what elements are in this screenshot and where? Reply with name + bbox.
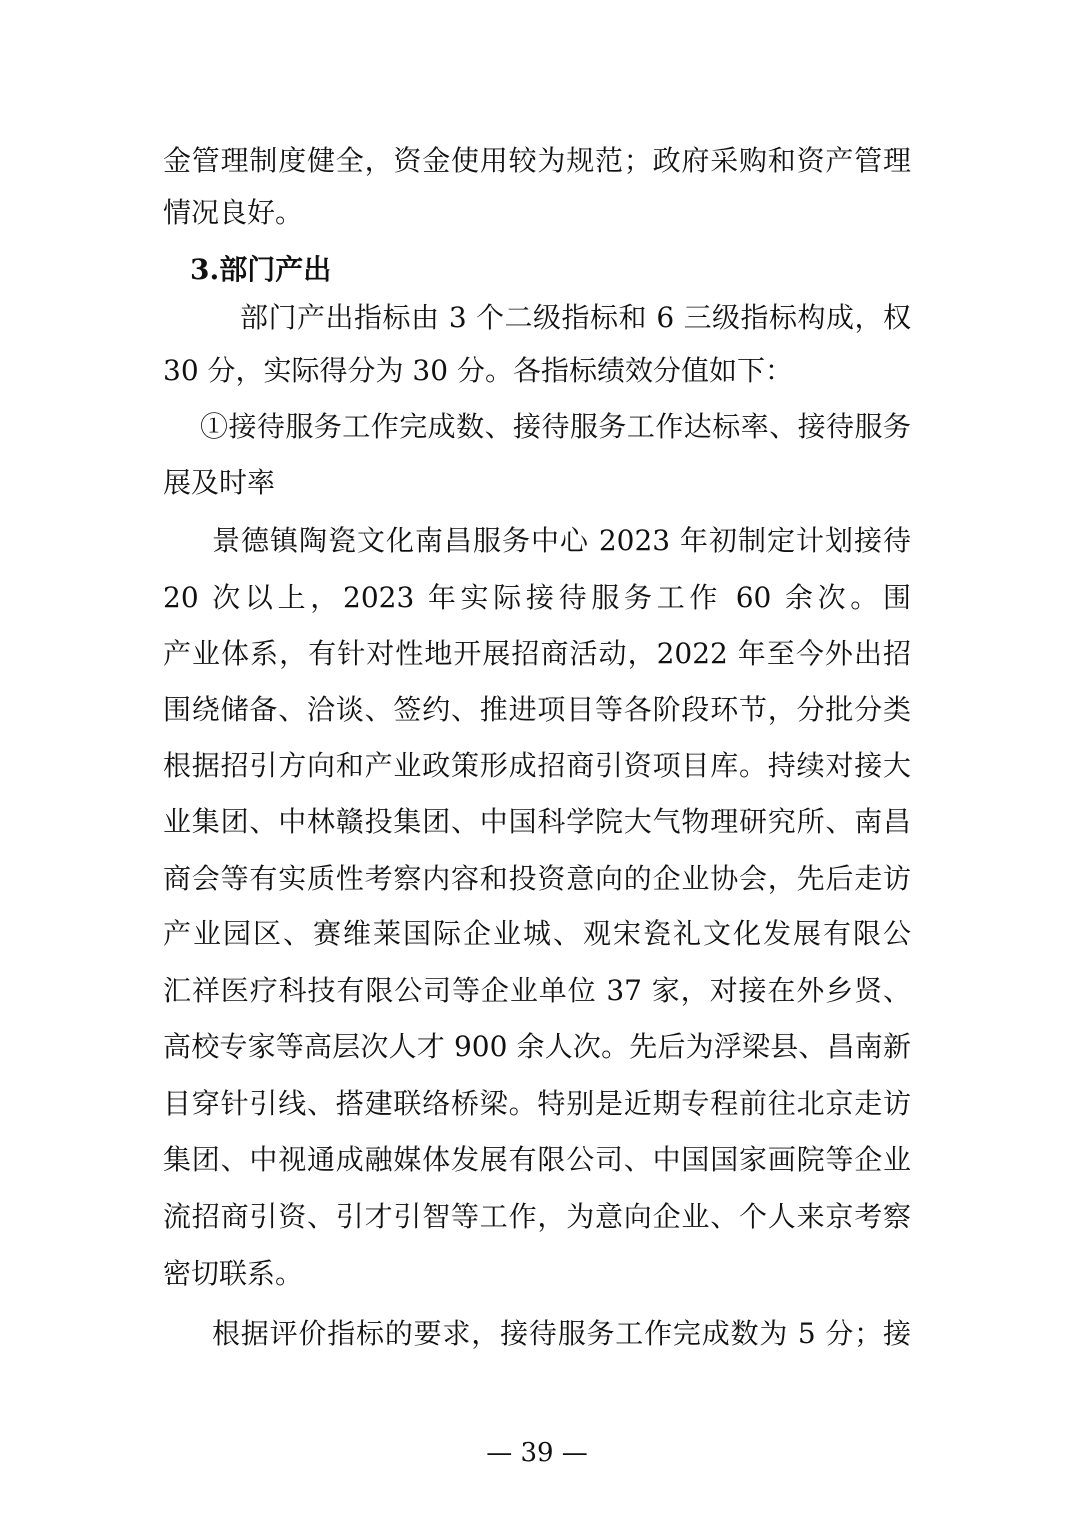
paragraph-line: 30 分，实际得分为 30 分。各指标绩效分值如下： — [163, 354, 793, 387]
paragraph-line: 根据评价指标的要求，接待服务工作完成数为 5 分；接 — [212, 1317, 911, 1350]
paragraph-line: 围绕储备、洽谈、签约、推进项目等各阶段环节，分批分类 — [163, 693, 911, 726]
section-heading: 3.部门产出 — [190, 253, 332, 286]
paragraph-line: 密切联系。 — [163, 1257, 304, 1290]
paragraph-line: 目穿针引线、搭建联络桥梁。特别是近期专程前往北京走访 — [163, 1087, 911, 1120]
paragraph-line: 产业园区、赛维莱国际企业城、观宋瓷礼文化发展有限公 — [163, 917, 911, 950]
paragraph-line: 部门产出指标由 3 个二级指标和 6 三级指标构成，权 — [240, 301, 911, 334]
subheading-line: ①接待服务工作完成数、接待服务工作达标率、接待服务 — [200, 410, 911, 443]
paragraph-line: 景德镇陶瓷文化南昌服务中心 2023 年初制定计划接待 — [212, 524, 911, 557]
paragraph-line: 情况良好。 — [163, 196, 304, 229]
page-number: — 39 — — [486, 1438, 588, 1468]
paragraph-line: 集团、中视通成融媒体发展有限公司、中国国家画院等企业 — [163, 1143, 911, 1176]
paragraph-line: 汇祥医疗科技有限公司等企业单位 37 家，对接在外乡贤、 — [163, 974, 911, 1007]
paragraph-line: 产业体系，有针对性地开展招商活动，2022 年至今外出招 — [163, 637, 911, 670]
paragraph-line: 20 次以上，2023 年实际接待服务工作 60 余次。围 — [163, 581, 911, 614]
subheading-line: 展及时率 — [163, 466, 276, 499]
paragraph-line: 金管理制度健全，资金使用较为规范；政府采购和资产管理 — [163, 144, 911, 177]
paragraph-line: 流招商引资、引才引智等工作，为意向企业、个人来京考察 — [163, 1200, 911, 1233]
paragraph-line: 商会等有实质性考察内容和投资意向的企业协会，先后走访 — [163, 862, 911, 895]
paragraph-line: 高校专家等高层次人才 900 余人次。先后为浮梁县、昌南新 — [163, 1030, 911, 1063]
paragraph-line: 根据招引方向和产业政策形成招商引资项目库。持续对接大 — [163, 749, 911, 782]
paragraph-line: 业集团、中林赣投集团、中国科学院大气物理研究所、南昌 — [163, 805, 911, 838]
